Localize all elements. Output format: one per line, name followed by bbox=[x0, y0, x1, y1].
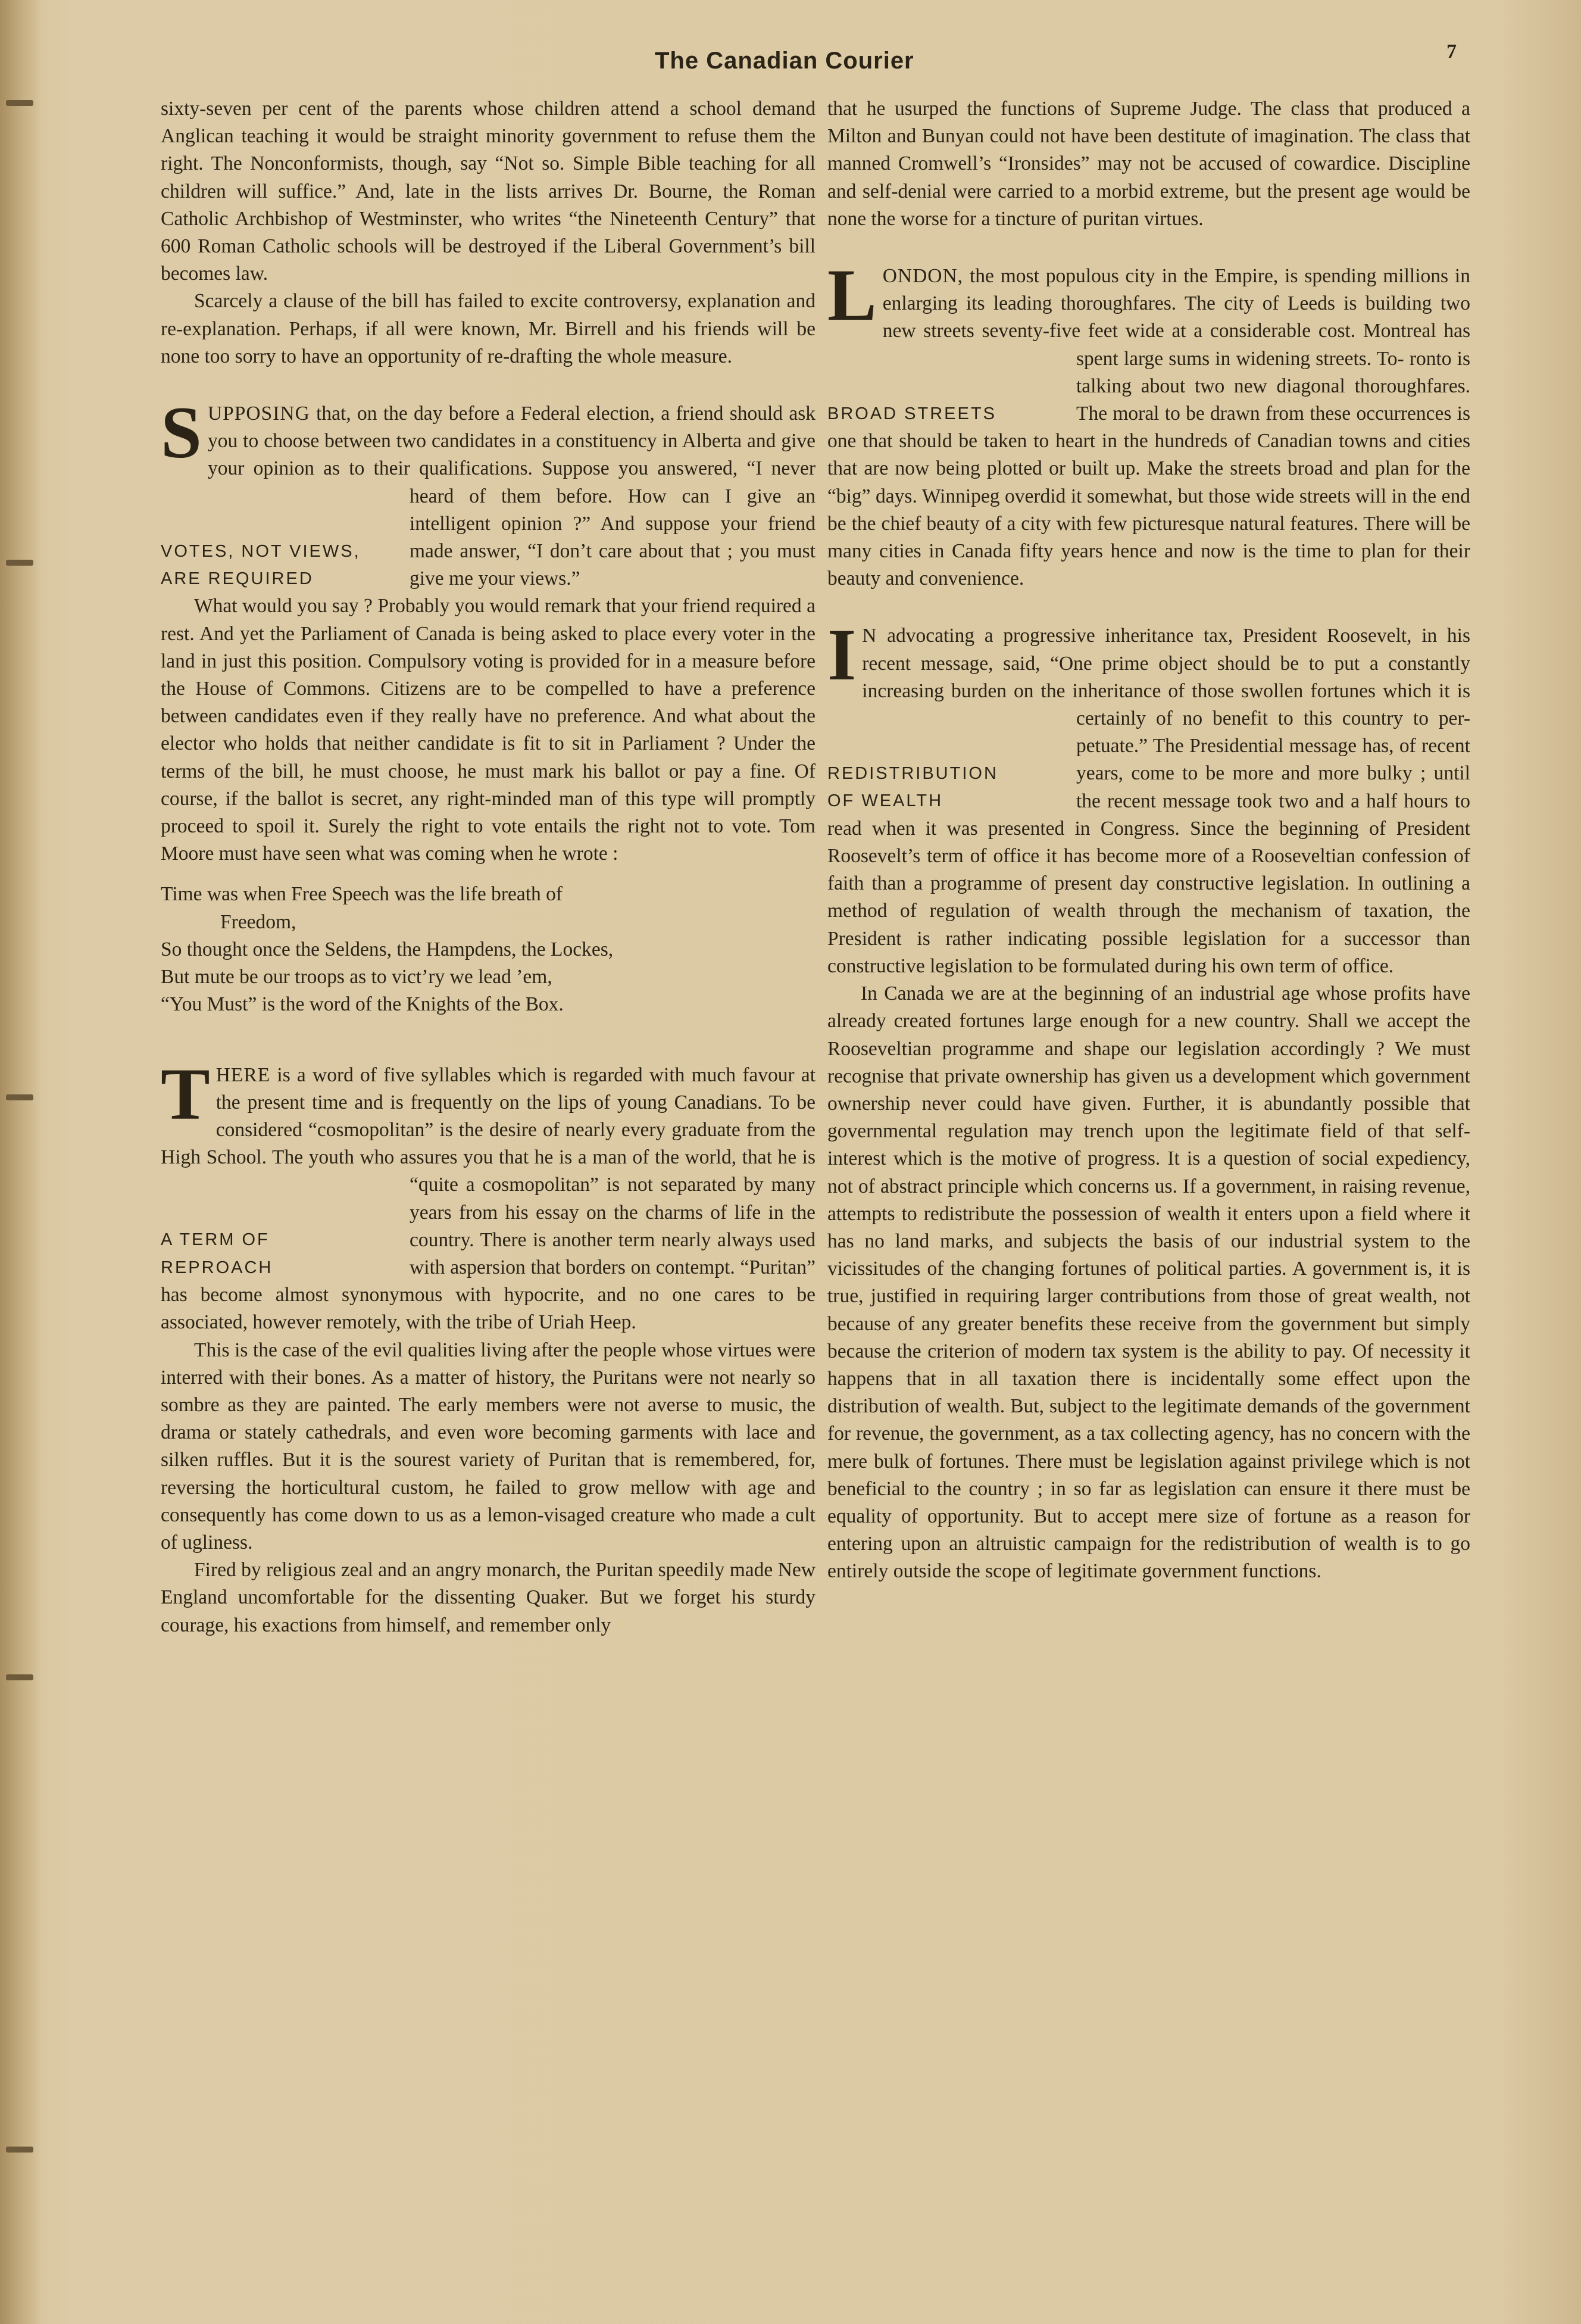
binding-stitch bbox=[6, 100, 33, 106]
paragraph-text: ronto is talking about two new diagonal thoroughfares. The moral to be drawn from these occurrences is one that should be taken to heart in the hundreds of Canadian towns and cities that are now being plotted or built up. Make the streets broad and plan for the “big” days. Winnipeg overdid it somewhat, but those wide streets will in the end be the chief beauty of a city with few picturesque natural features. There will be many cities in Canada fifty years hence and now is the time to plan for their beauty and convenience. bbox=[827, 347, 1470, 590]
side-heading-line: BROAD STREETS bbox=[827, 404, 996, 423]
lead-word: UPPOSING bbox=[207, 403, 310, 425]
page-binding bbox=[0, 0, 42, 2324]
verse-line: “You Must” is the word of the Knights of the Box. bbox=[161, 993, 564, 1016]
publication-title: The Canadian Courier bbox=[655, 48, 914, 74]
paragraph: sixty-seven per cent of the parents whose children attend a school demand Anglican teaching it would be straight minority government to refuse them the right. The Nonconformists, though, say “Not so. Simple Bible teaching for all children will suffice.” And, late in the lists arrives Dr. Bourne, the Roman Catholic Archbishop of Westminster, who writes “the Nineteenth Century” that 600 Roman Catholic schools will be destroyed if the Liberal Government’s bill becomes law. bbox=[161, 98, 816, 285]
binding-stitch bbox=[6, 2147, 33, 2153]
paragraph-text: can I give an intelligent opinion ?” And suppose your friend made answer, “I don’t care about that ; you must give me your views.” bbox=[410, 485, 816, 590]
lead-word: ONDON, bbox=[882, 265, 964, 288]
side-heading bbox=[161, 1171, 399, 1281]
paragraph: What would you say ? Probably you would remark that your friend required a rest. And yet the Parliament of Canada is being asked to place every voter in the land in just this position. Compulsory voting is provided for in a measure before the House of Commons. Citizens are to be compelled to have a preference between candidates even if they really have no preference. And what about the elector who holds that neither candidate is fit to sit in Parliament ? Under the terms of the bill, he must choose, he must mark his ballot or pay a fine. Of course, if the ballot is secret, any right-minded man of this type will promptly proceed to spoil it. Surely the right to vote entails the right not to vote. Tom Moore must have seen what was coming when he wrote : bbox=[161, 595, 816, 865]
section-cosmopolitan bbox=[161, 1053, 816, 1639]
paragraph: In Canada we are at the beginning of an industrial age whose profits have already created fortunes large enough for a new country. Shall we accept the Rooseveltian programme and shape our legislation accordingly ? We must recognise that private ownership has given us a development which government ownership never could have given. Further, it is abundantly possible that governmental regulation may trench upon the legitimate field of that self-interest which is the motive of progress. It is a question of social expediency, not of abstract principle which concerns us. If a government, in raising revenue, attempts to redistribute the possession of wealth it enters upon a field where it has no land marks, and subjects the basis of our industrial system to the vicissitudes of the changing fortunes of political parties. A government is, it is true, justified in requiring larger contributions from those of great wealth, not because of any greater benefits these receive from the government but simply because the criterion of modern tax system is the ability to pay. Of necessity it happens that in all taxation there is incidentally some effect upon the distribution of wealth. But, subject to the legitimate demands of the government for revenue, the government, as a tax collecting agency, has no concern with the mere bulk of fortunes. There must be legislation against privilege which is not beneficial to the country ; in so far as legislation can ensure it there must be equality of opportunity. But to accept mere size of fortune as a reason for entering upon an altruistic campaign for the redistribution of wealth is to go entirely outside the scope of legitimate government functions. bbox=[827, 982, 1470, 1583]
drop-cap: T bbox=[161, 1053, 210, 1135]
paragraph-text: is a word of five syllables which is regarded with much favour at the present time and is frequently on the lips of young Canadians. To be considered “cosmopolitan” is the desire of nearly every graduate from the High School. The youth who assures you that he is a man of the bbox=[161, 1063, 816, 1169]
page-number: 7 bbox=[1446, 40, 1457, 63]
paragraph-text: petuate.” The Presidential message has, of recent years, come to be more and more bulky ; until the recent message took two and a half hours to read when it was presented in Congress. Since the beginning of President Roosevelt’s term of office it has become more of a Rooseveltian confession of faith than a programme of present day constructive legislation. In outlining a method of regulation of wealth through the mechanism of taxation, the President is rather indicating possible legislation for a successor than constructive legislation to be formulated during his own term of office. bbox=[827, 735, 1470, 977]
paragraph-text: that, on the day before a Federal election, a friend should ask you to choose between two candidates in a constituency in Alberta and give your opinion as to their qualifications. Suppose you answered, “I never heard of them before. How bbox=[207, 403, 816, 507]
page-header bbox=[0, 40, 1581, 83]
side-heading bbox=[827, 705, 1066, 815]
paragraph: This is the case of the evil qualities living after the people whose virtues were interred with their bones. As a matter of history, the Puritans were not nearly so sombre as they are painted. The early members were not averse to music, the drama or stately cathedrals, and even wore becoming garments with lace and silken ruffles. But it is the sourest variety of Puritan that is remembered, for, reversing the horticultural custom, he failed to grow mellow with age and consequently has come down to us as a lemon-visaged creature who made a cult of ugliness. bbox=[161, 1339, 816, 1554]
paragraph: Fired by religious zeal and an angry monarch, the Puritan speedily made New England uncomfortable for the dissenting Quaker. But we forget his sturdy courage, his exactions from himself, and remember only bbox=[161, 1559, 816, 1636]
binding-stitch bbox=[6, 1094, 33, 1100]
paragraph: Scarcely a clause of the bill has failed to excite controversy, explanation and re-explanation. Perhaps, if all were known, Mr. Birrell and his friends will be none too sorry to have an opportunity of re-drafting the whole measure. bbox=[161, 290, 816, 367]
verse-line: Time was when Free Speech was the life breath of bbox=[161, 883, 563, 906]
side-heading bbox=[827, 345, 1066, 428]
verse-line: Freedom, bbox=[220, 910, 296, 933]
side-heading-line: REDISTRIBUTION bbox=[827, 764, 998, 784]
drop-cap: S bbox=[161, 392, 202, 474]
side-heading bbox=[161, 483, 399, 592]
drop-cap: I bbox=[827, 614, 857, 696]
drop-cap: L bbox=[827, 254, 877, 336]
paragraph: that he usurped the functions of Supreme Judge. The class that produced a Milton and Bunyan could not have been destitute of imagination. The class that manned Cromwell’s “Ironsides” may not be accused of cowardice. Discipline and self-denial were carried to a morbid extreme, but the present age would be none the worse for a tincture of puritan virtues. bbox=[827, 98, 1470, 230]
section-broad-streets bbox=[827, 254, 1470, 592]
verse-line: But mute be our troops as to vict’ry we lead ’em, bbox=[161, 966, 552, 988]
binding-stitch bbox=[6, 560, 33, 566]
side-heading-line: A TERM OF bbox=[161, 1230, 270, 1250]
quoted-verse bbox=[161, 881, 816, 1018]
side-heading-line: REPROACH bbox=[161, 1258, 273, 1277]
side-heading-line: VOTES, NOT VIEWS, bbox=[161, 541, 361, 561]
verse-line: So thought once the Seldens, the Hampdens, the Lockes, bbox=[161, 938, 614, 960]
lead-word: HERE bbox=[215, 1063, 271, 1086]
paragraph-text: advocating a progressive inheritance tax, President Roosevelt, in his recent message, said, “One prime object should be to put a constantly increasing burden on the inheritance of those swollen fortunes which it is certainly of no benefit to this country to per- bbox=[862, 625, 1471, 730]
section-votes bbox=[161, 392, 816, 1018]
side-heading-line: OF WEALTH bbox=[827, 791, 943, 811]
section-redistribution bbox=[827, 614, 1471, 1585]
right-column bbox=[827, 95, 1470, 1586]
paragraph-text: the most populous city in the Empire, is spending millions in enlarging its leading thoroughfares. The city of Leeds is building two new streets seventy-five feet wide at a considerable cost. Montreal has spent large sums in widening streets. To- bbox=[882, 265, 1470, 370]
paragraph-text: world, that he is “quite a cosmopolitan” is not separated by many years from his essay on the charms of life in the country. There is another term nearly always used with aspersion that borders on contempt. “Puritan” has become almost synonymous with hypocrite, and no one cares to be associated, however remotely, with the tribe of Uriah Heep. bbox=[161, 1146, 816, 1334]
binding-stitch bbox=[6, 1674, 33, 1680]
lead-word: N bbox=[862, 625, 877, 647]
left-column bbox=[161, 95, 816, 1639]
side-heading-line: ARE REQUIRED bbox=[161, 569, 314, 588]
